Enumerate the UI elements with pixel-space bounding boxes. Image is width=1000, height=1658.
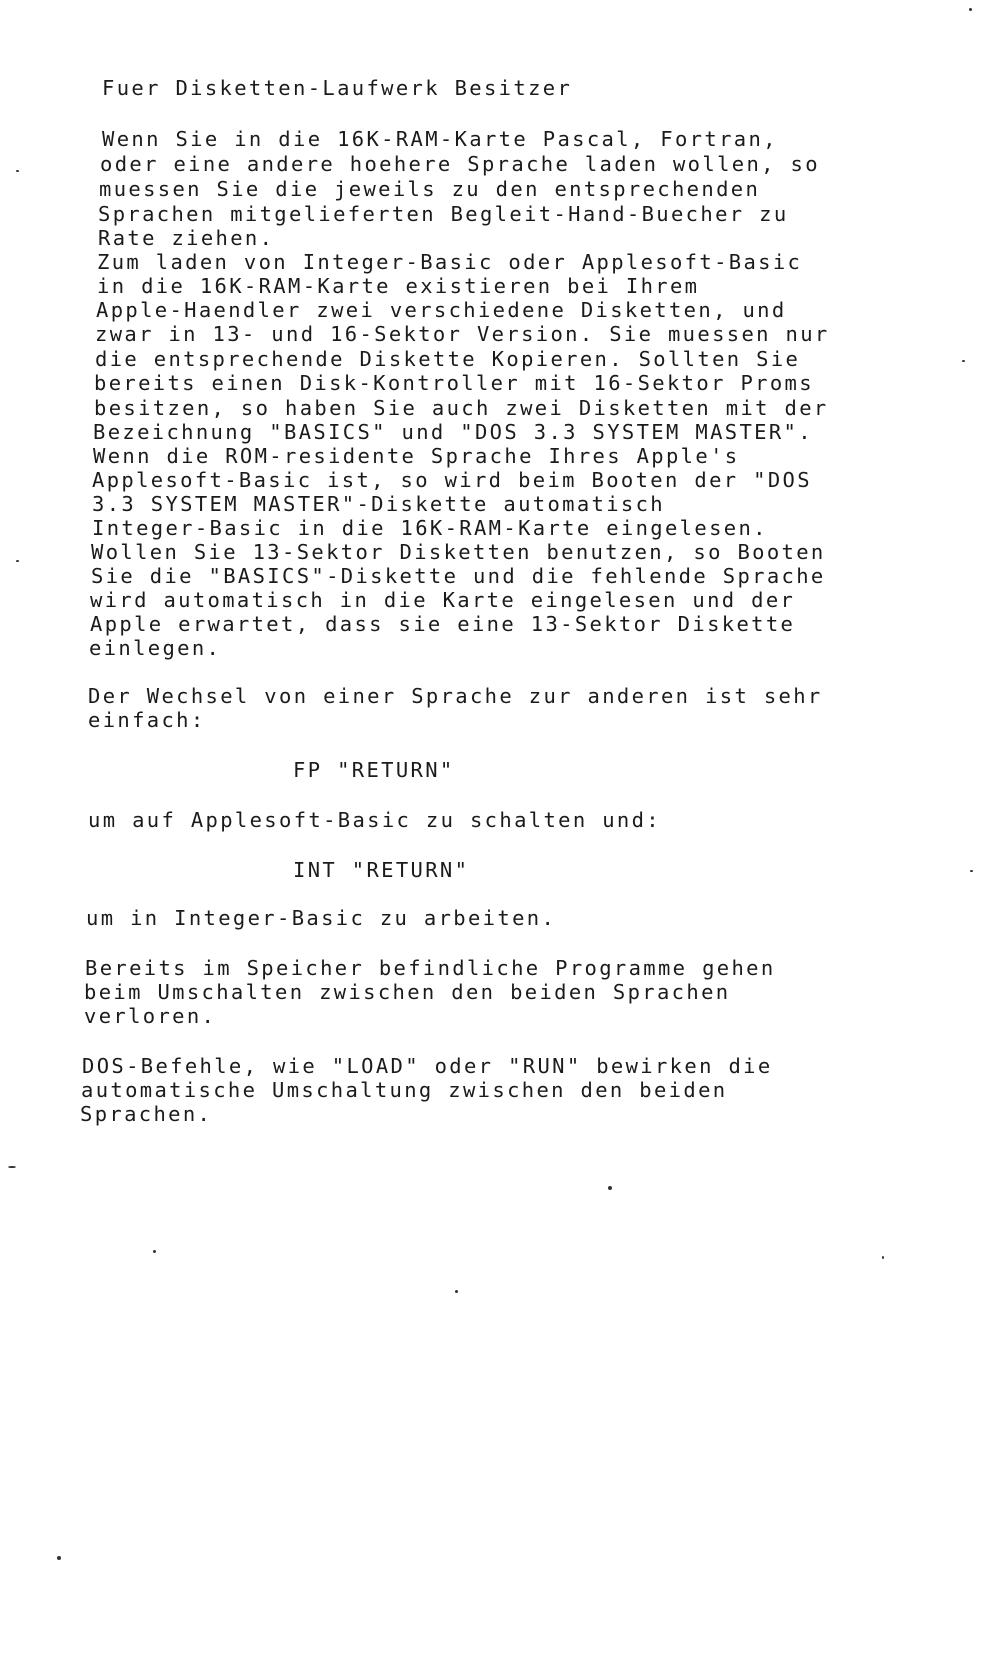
scan-speck <box>962 360 965 362</box>
text-line: verloren. <box>84 1004 217 1028</box>
command-int: INT "RETURN" <box>293 858 470 882</box>
text-line: Sprachen mitgelieferten Begleit-Hand-Buecher zu <box>98 202 789 226</box>
text-line: einfach: <box>88 708 206 732</box>
text-line: Rate ziehen. <box>98 226 275 250</box>
text-line: 3.3 SYSTEM MASTER"-Diskette automatisch <box>92 492 665 516</box>
text-line: wird automatisch in die Karte eingelesen und der <box>90 588 796 612</box>
text-line: Sie die "BASICS"-Diskette und die fehlende Sprache <box>91 564 826 588</box>
scan-speck <box>970 870 973 872</box>
text-line: oder eine andere hoehere Sprache laden wollen, so <box>100 152 820 176</box>
text-line: um auf Applesoft-Basic zu schalten und: <box>88 808 661 832</box>
text-line: in die 16K-RAM-Karte existieren bei Ihrem <box>97 274 700 298</box>
text-line: beim Umschalten zwischen den beiden Sprachen <box>84 980 731 1004</box>
text-line: die entsprechende Diskette Kopieren. Sollten Sie <box>95 347 801 371</box>
scan-speck <box>153 1250 156 1253</box>
text-line: Integer-Basic in die 16K-RAM-Karte eingelesen. <box>92 516 768 540</box>
text-line: DOS-Befehle, wie "LOAD" oder "RUN" bewirken die <box>82 1054 773 1078</box>
text-line: Applesoft-Basic ist, so wird beim Booten der "DOS <box>92 468 812 492</box>
text-line: Wollen Sie 13-Sektor Disketten benutzen, so Booten <box>91 540 826 564</box>
text-line: zwar in 13- und 16-Sektor Version. Sie muessen nur <box>95 322 830 346</box>
text-line: Wenn die ROM-residente Sprache Ihres Apple's <box>93 444 740 468</box>
text-line: besitzen, so haben Sie auch zwei Disketten mit der <box>94 396 829 420</box>
document-title: Fuer Disketten-Laufwerk Besitzer <box>102 76 573 100</box>
text-line: einlegen. <box>89 636 222 660</box>
scan-speck <box>57 1556 61 1560</box>
command-fp: FP "RETURN" <box>293 758 455 782</box>
scan-speck <box>882 1256 884 1259</box>
scan-speck <box>969 8 972 11</box>
text-line: um in Integer-Basic zu arbeiten. <box>86 906 557 930</box>
text-line: Zum laden von Integer-Basic oder Applesoft-Basic <box>97 250 803 274</box>
text-line: Sprachen. <box>80 1102 213 1126</box>
scan-speck <box>8 1166 16 1168</box>
text-line: automatische Umschaltung zwischen den beiden <box>81 1078 728 1102</box>
text-line: Bereits im Speicher befindliche Programme gehen <box>85 956 776 980</box>
text-line: Apple-Haendler zwei verschiedene Disketten, und <box>96 298 787 322</box>
scan-speck <box>455 1290 458 1293</box>
scan-speck <box>16 560 19 562</box>
text-line: Der Wechsel von einer Sprache zur anderen ist sehr <box>88 684 823 708</box>
scan-speck <box>16 170 19 172</box>
text-line: Wenn Sie in die 16K-RAM-Karte Pascal, Fortran, <box>102 127 778 151</box>
text-line: bereits einen Disk-Kontroller mit 16-Sektor Proms <box>94 371 814 395</box>
text-line: Bezeichnung "BASICS" und "DOS 3.3 SYSTEM MASTER". <box>93 420 813 444</box>
text-line: muessen Sie die jeweils zu den entsprechenden <box>99 177 761 201</box>
text-line: Apple erwartet, dass sie eine 13-Sektor Diskette <box>90 612 796 636</box>
scan-speck <box>608 1186 612 1190</box>
